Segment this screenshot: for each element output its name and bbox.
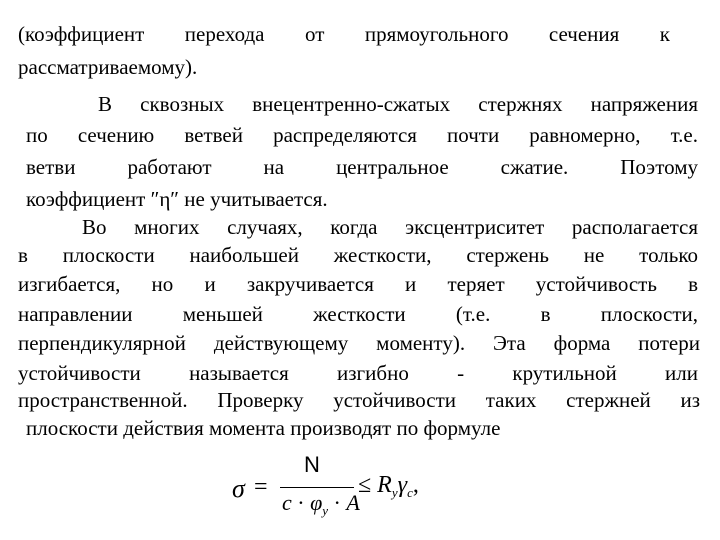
text-line: направлении меньшей жесткости (т.е. в плоскости, xyxy=(18,302,698,326)
formula-c: c xyxy=(282,490,292,515)
formula-denominator xyxy=(282,490,360,516)
formula-numerator: N xyxy=(304,452,320,477)
text-line: по сечению ветвей распределяются почти равномерно, т.е. xyxy=(26,123,698,147)
text-line: плоскости действия момента производят по формуле xyxy=(26,416,501,440)
text-line: изгибается, но и закручивается и теряет устойчивость в xyxy=(18,272,698,296)
formula-A: A xyxy=(346,490,360,515)
text-line: (коэффициент перехода от прямоугольного сечения к xyxy=(18,22,670,46)
formula-rhs xyxy=(358,472,419,499)
text-line: устойчивости называется изгибно - крутильной или xyxy=(18,361,698,385)
formula-gamma: γ xyxy=(397,472,408,498)
text-line: ветви работают на центральное сжатие. Поэтому xyxy=(26,155,698,179)
formula-le: ≤ xyxy=(358,472,372,498)
formula-phi: φ xyxy=(310,490,323,515)
formula-dot-1: · xyxy=(297,490,305,515)
text-line: В сквозных внецентренно-сжатых стержнях напряжения xyxy=(98,92,698,116)
formula-R-subscript: y xyxy=(391,485,398,500)
formula-R: R xyxy=(377,472,392,498)
formula-phi-subscript: y xyxy=(322,503,329,518)
formula-sigma: σ xyxy=(232,474,245,503)
formula-comma: , xyxy=(412,472,419,498)
formula-dot-2: · xyxy=(333,490,341,515)
formula-gamma-subscript: c xyxy=(407,485,413,500)
fraction-bar xyxy=(280,487,354,488)
text-line: перпендикулярной действующему моменту). Эта форма потери xyxy=(18,331,700,355)
text-line: пространственной. Проверку устойчивости таких стержней из xyxy=(18,388,700,412)
text-line: рассматриваемому). xyxy=(18,55,198,79)
text-line: Во многих случаях, когда эксцентриситет располагается xyxy=(82,215,698,239)
stability-formula xyxy=(232,448,452,528)
formula-equals: = xyxy=(254,474,268,500)
text-line: коэффициент ″η″ не учитывается. xyxy=(26,187,328,211)
text-line: в плоскости наибольшей жесткости, стержень не только xyxy=(18,243,698,267)
